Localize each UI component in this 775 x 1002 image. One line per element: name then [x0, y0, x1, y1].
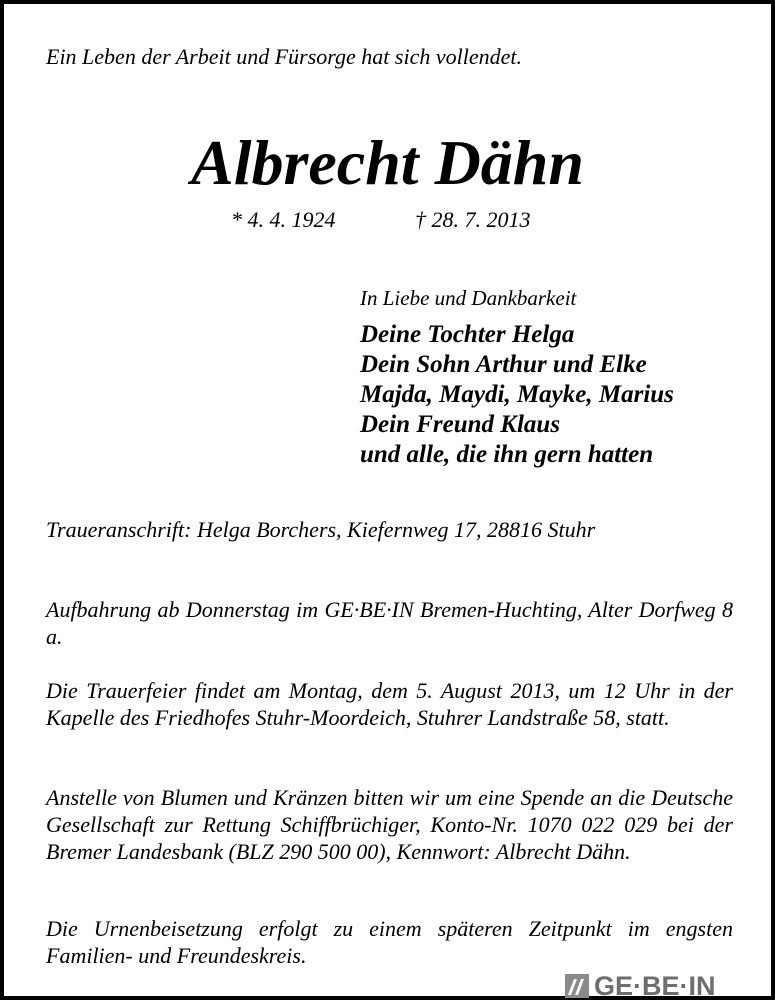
birth-date: * 4. 4. 1924: [231, 207, 336, 232]
mourning-address: Traueranschrift: Helga Borchers, Kiefernweg 17, 28816 Stuhr: [46, 517, 596, 542]
viewing-info: Aufbahrung ab Donnerstag im GE·BE·IN Bremen-Huchting, Alter Dorfweg 8 a.: [46, 597, 733, 649]
mourners-list: [360, 320, 674, 470]
deceased-name: Albrecht Dähn: [191, 127, 584, 198]
motto: Ein Leben der Arbeit und Fürsorge hat sich vollendet.: [46, 44, 522, 69]
donation-info: Anstelle von Blumen und Kränzen bitten wir um eine Spende an die Deutsche Gesellschaft zur Rettung Schiffbrüchiger, Konto-Nr. 1070 022 029 bei der Bremer Landesbank (BLZ 290 500 00), Kennwort: Albrecht Dähn.: [46, 785, 733, 864]
funeral-home-logo: [564, 971, 716, 1001]
funeral-home-logo-icon: [564, 973, 590, 999]
mourner-item: und alle, die ihn gern hatten: [360, 441, 654, 468]
mourner-item: Dein Sohn Arthur und Elke: [360, 351, 647, 378]
logo-text: GE·BE·IN: [594, 970, 716, 1001]
death-date: † 28. 7. 2013: [415, 207, 531, 232]
mourner-item: Majda, Maydi, Mayke, Marius: [360, 381, 674, 408]
greeting: In Liebe und Dankbarkeit: [360, 286, 577, 310]
mourner-item: Dein Freund Klaus: [360, 411, 561, 438]
funeral-info: Die Trauerfeier findet am Montag, dem 5. August 2013, um 12 Uhr in der Kapelle des Friedhofes Stuhr-Moordeich, Stuhrer Landstraße 58, statt.: [46, 678, 733, 730]
mourner-item: Deine Tochter Helga: [360, 321, 575, 348]
urn-burial-info: Die Urnenbeisetzung erfolgt zu einem späteren Zeitpunkt im engsten Familien- und Freundeskreis.: [46, 916, 733, 968]
